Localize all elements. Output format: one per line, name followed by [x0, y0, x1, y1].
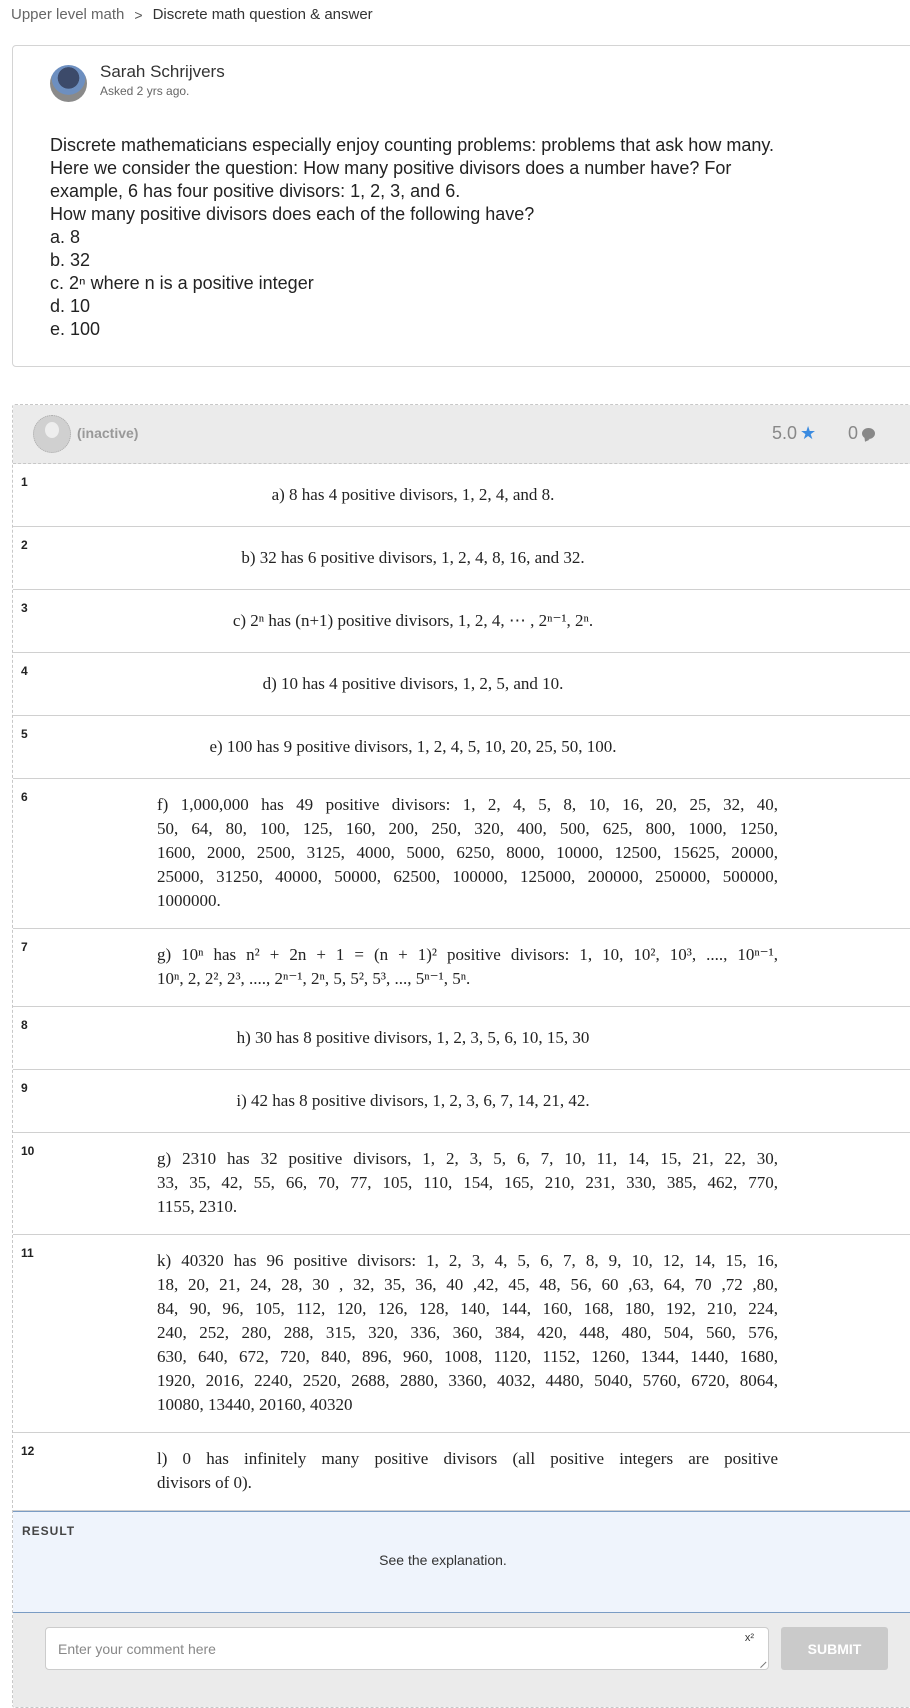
step-number: 4 — [21, 664, 28, 678]
step-number: 6 — [21, 790, 28, 804]
step-text-line: l) 0 has infinitely many positive divisors (all positive integers are positive — [157, 1449, 778, 1468]
step-text-line: 25000, 31250, 40000, 50000, 62500, 100000, 125000, 200000, 250000, 500000, — [157, 867, 778, 886]
question-line: a. 8 — [50, 227, 81, 247]
step-number: 1 — [21, 475, 28, 489]
step-row — [13, 1070, 910, 1133]
step-text-line: 33, 35, 42, 55, 66, 70, 77, 105, 110, 154, 165, 210, 231, 330, 385, 462, 770, — [157, 1173, 778, 1192]
step-row — [13, 653, 910, 716]
step-text-line: 50, 64, 80, 100, 125, 160, 200, 250, 320, 400, 500, 625, 800, 1000, 1250, — [157, 819, 778, 838]
result-text: See the explanation. — [379, 1552, 507, 1568]
author-avatar[interactable] — [50, 65, 87, 102]
step-number: 11 — [21, 1246, 34, 1260]
comment-count-value: 0 — [848, 423, 859, 443]
step-text-line: g) 2310 has 32 positive divisors, 1, 2, 3, 5, 6, 7, 10, 11, 14, 15, 21, 22, 30, — [157, 1149, 778, 1168]
step-row — [13, 1133, 910, 1235]
question-line: d. 10 — [50, 296, 91, 316]
step-text-line: h) 30 has 8 positive divisors, 1, 2, 3, 5, 6, 10, 15, 30 — [236, 1028, 590, 1047]
question-body — [50, 134, 880, 341]
step-number: 12 — [21, 1444, 35, 1458]
step-text-line: 1600, 2000, 2500, 3125, 4000, 5000, 6250, 8000, 10000, 12500, 15625, 20000, — [157, 843, 778, 862]
step-row — [13, 464, 910, 527]
question-line: Here we consider the question: How many positive divisors does a number have? For — [50, 158, 732, 178]
answer-card — [12, 404, 910, 1708]
breadcrumb-current: Discrete math question & answer — [152, 6, 373, 23]
breadcrumb — [11, 6, 373, 23]
step-number: 7 — [21, 940, 28, 954]
comment-bubble-icon — [862, 428, 875, 439]
comment-field[interactable] — [45, 1627, 769, 1670]
step-row — [13, 779, 910, 929]
comment-input[interactable] — [56, 1640, 700, 1658]
step-text-line: i) 42 has 8 positive divisors, 1, 2, 3, 6, 7, 14, 21, 42. — [236, 1091, 590, 1110]
step-text-line: b) 32 has 6 positive divisors, 1, 2, 4, 8, 16, and 32. — [241, 548, 585, 567]
answer-steps — [13, 464, 910, 1511]
step-text-line: 10ⁿ, 2, 2², 2³, ...., 2ⁿ⁻¹, 2ⁿ, 5, 5², 5³, ..., 5ⁿ⁻¹, 5ⁿ. — [157, 969, 471, 988]
question-line: e. 100 — [50, 319, 101, 339]
step-row — [13, 716, 910, 779]
step-row — [13, 527, 910, 590]
step-text-line: g) 10ⁿ has n² + 2n + 1 = (n + 1)² positive divisors: 1, 10, 10², 10³, ...., 10ⁿ⁻¹, — [157, 945, 778, 964]
step-text-line: 10080, 13440, 20160, 40320 — [157, 1395, 353, 1414]
step-text-line: 240, 252, 280, 288, 315, 320, 336, 360, 384, 420, 448, 480, 504, 560, 576, — [157, 1323, 778, 1342]
step-text-line: a) 8 has 4 positive divisors, 1, 2, 4, and 8. — [271, 485, 555, 504]
step-number: 8 — [21, 1018, 28, 1032]
step-text-line: 1920, 2016, 2240, 2520, 2688, 2880, 3360, 4032, 4480, 5040, 5760, 6720, 8064, — [157, 1371, 778, 1390]
step-number: 3 — [21, 601, 28, 615]
step-number: 5 — [21, 727, 28, 741]
step-number: 9 — [21, 1081, 28, 1095]
comment-count[interactable] — [848, 423, 875, 444]
step-text-line: 630, 640, 672, 720, 840, 896, 960, 1008, 1120, 1152, 1260, 1344, 1440, 1680, — [157, 1347, 778, 1366]
superscript-button[interactable]: x² — [744, 1632, 754, 1644]
step-number: 2 — [21, 538, 28, 552]
step-row — [13, 1007, 910, 1070]
step-text-line: 1000000. — [157, 891, 221, 910]
question-line: example, 6 has four positive divisors: 1, 2, 3, and 6. — [50, 181, 461, 201]
rating-value: 5.0 — [772, 423, 798, 443]
question-card — [12, 45, 910, 367]
result-label: RESULT — [22, 1524, 76, 1538]
resize-handle-icon[interactable] — [754, 1656, 766, 1668]
step-text-line: k) 40320 has 96 positive divisors: 1, 2, 3, 4, 5, 6, 7, 8, 9, 10, 12, 14, 15, 16, — [157, 1251, 778, 1270]
step-text-line: 18, 20, 21, 24, 28, 30 , 32, 35, 36, 40 ,42, 45, 48, 56, 60 ,63, 64, 70 ,72 ,80, — [157, 1275, 778, 1294]
step-text-line: 84, 90, 96, 105, 112, 120, 126, 128, 140, 144, 160, 168, 180, 192, 210, 224, — [157, 1299, 778, 1318]
comment-bar — [13, 1613, 910, 1708]
answer-header — [13, 405, 910, 464]
author-name[interactable]: Sarah Schrijvers — [100, 62, 225, 81]
step-text-line: d) 10 has 4 positive divisors, 1, 2, 5, and 10. — [262, 674, 564, 693]
step-row — [13, 1235, 910, 1433]
step-text-line: divisors of 0). — [157, 1473, 252, 1492]
asked-time: Asked 2 yrs ago. — [100, 84, 190, 98]
step-text-line: 1155, 2310. — [157, 1197, 238, 1216]
rating — [772, 423, 816, 444]
question-line: Discrete mathematicians especially enjoy counting problems: problems that ask how many. — [50, 135, 774, 155]
answerer-name: (inactive) — [77, 425, 139, 441]
submit-button[interactable]: SUBMIT — [781, 1627, 888, 1670]
step-number: 10 — [21, 1144, 35, 1158]
breadcrumb-separator-icon: > — [134, 6, 143, 23]
question-line: c. 2ⁿ where n is a positive integer — [50, 273, 314, 293]
step-row — [13, 929, 910, 1007]
step-row — [13, 1433, 910, 1511]
step-text-line: e) 100 has 9 positive divisors, 1, 2, 4, 5, 10, 20, 25, 50, 100. — [209, 737, 617, 756]
answerer-avatar — [33, 415, 71, 453]
question-line: b. 32 — [50, 250, 91, 270]
question-line: How many positive divisors does each of the following have? — [50, 204, 535, 224]
step-text-line: c) 2ⁿ has (n+1) positive divisors, 1, 2, 4, ⋯ , 2ⁿ⁻¹, 2ⁿ. — [232, 611, 594, 630]
breadcrumb-parent-link[interactable]: Upper level math — [11, 6, 125, 23]
step-text-line: f) 1,000,000 has 49 positive divisors: 1, 2, 4, 5, 8, 10, 16, 20, 25, 32, 40, — [157, 795, 778, 814]
step-row — [13, 590, 910, 653]
result-section — [13, 1511, 910, 1613]
star-icon: ★ — [800, 423, 817, 443]
